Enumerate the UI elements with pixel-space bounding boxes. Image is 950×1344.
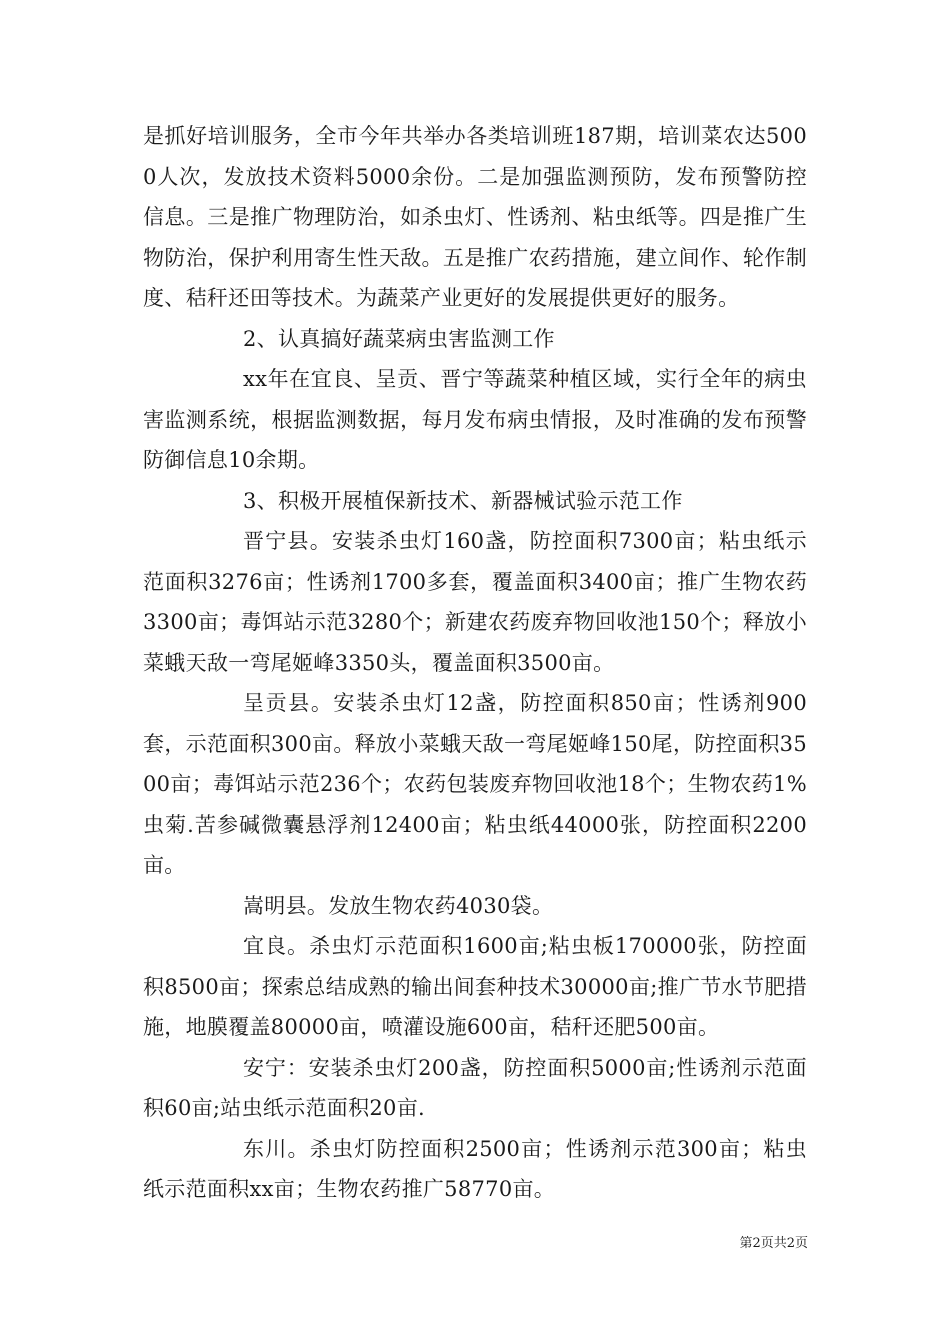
heading-new-technology-trials: 3、积极开展植保新技术、新器械试验示范工作 — [243, 488, 683, 513]
paragraph-yiliang: 宜良。杀虫灯示范面积1600亩;粘虫板170000张，防控面积8500亩；探索总结成熟的输出间套种技术30000亩;推广节水节肥措施，地膜覆盖80000亩，喷灌设施600亩，秸秆还肥500亩。 — [143, 934, 807, 1039]
heading-pest-monitoring: 2、认真搞好蔬菜病虫害监测工作 — [243, 326, 555, 351]
paragraph-monitoring-details: xx年在宜良、呈贡、晋宁等蔬菜种植区域，实行全年的病虫害监测系统，根据监测数据，每月发布病虫情报，及时准确的发布预警防御信息10余期。 — [143, 367, 807, 472]
paragraph-dongchuan: 东川。杀虫灯防控面积2500亩；性诱剂示范300亩；粘虫纸示范面积xx亩；生物农药推广58770亩。 — [143, 1136, 807, 1201]
page-number-footer: 第2页共2页 — [739, 1236, 808, 1251]
paragraph-training-services: 是抓好培训服务，全市今年共举办各类培训班187期，培训菜农达5000人次，发放技术资料5000余份。二是加强监测预防，发布预警防控信息。三是推广物理防治，如杀虫灯、性诱剂、粘虫纸等。四是推广生物防治，保护利用寄生性天敌。五是推广农药措施，建立间作、轮作制度、秸秆还田等技术。为蔬菜产业更好的发展提供更好的服务。 — [143, 124, 807, 310]
paragraph-jinning-county: 晋宁县。安装杀虫灯160盏，防控面积7300亩；粘虫纸示范面积3276亩；性诱剂1700多套，覆盖面积3400亩；推广生物农药3300亩；毒饵站示范3280个；新建农药废弃物回收池150个；释放小菜蛾天敌一弯尾姬峰3350头，覆盖面积3500亩。 — [143, 529, 807, 675]
paragraph-chenggong-county: 呈贡县。安装杀虫灯12盏，防控面积850亩；性诱剂900套，示范面积300亩。释放小菜蛾天敌一弯尾姬峰150尾，防控面积3500亩；毒饵站示范236个；农药包装废弃物回收池18个；生物农药1%虫菊.苦参碱微囊悬浮剂12400亩；粘虫纸44000张，防控面积2200亩。 — [143, 691, 807, 877]
paragraph-anning: 安宁：安装杀虫灯200盏，防控面积5000亩;性诱剂示范面积60亩;站虫纸示范面积20亩. — [143, 1055, 807, 1120]
document-body — [143, 116, 807, 1210]
paragraph-songming-county: 嵩明县。发放生物农药4030袋。 — [243, 893, 554, 918]
